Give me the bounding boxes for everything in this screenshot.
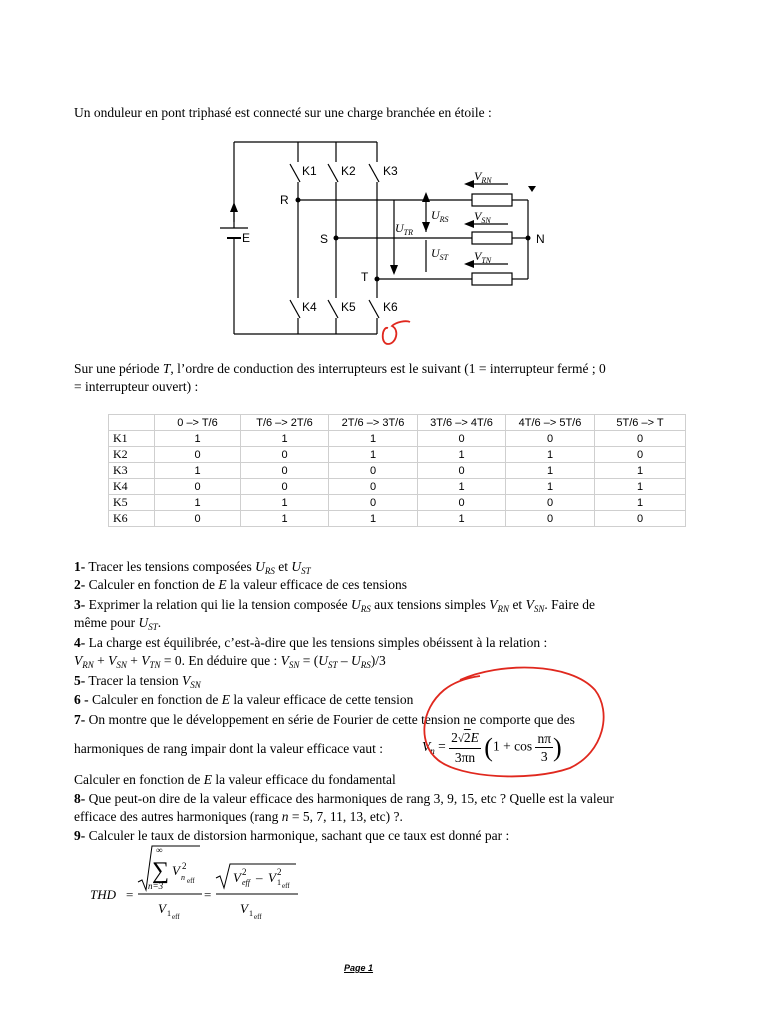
svg-text:eff: eff: [187, 877, 195, 885]
table-header-cell: 3T/6 –> 4T/6: [418, 415, 506, 431]
table-cell: 0: [418, 431, 506, 447]
table-cell: 1: [418, 447, 506, 463]
svg-text:V: V: [268, 870, 276, 885]
svg-text:2: 2: [242, 867, 247, 877]
svg-text:2: 2: [182, 861, 187, 871]
row-label: K2: [109, 447, 155, 463]
page-footer: Page 1: [344, 963, 374, 973]
table-cell: 0: [241, 479, 329, 495]
question-7-line-3: Calculer en fonction de E la valeur efficace du fondamental: [74, 772, 396, 787]
sum-upper-limit: ∞: [156, 845, 163, 855]
thd-formula: [88, 842, 318, 924]
handwritten-circle-annotation: [400, 660, 610, 780]
table-header-cell: 0 –> T/6: [155, 415, 241, 431]
svg-text:1: 1: [249, 909, 253, 918]
table-header-cell: 4T/6 –> 5T/6: [506, 415, 595, 431]
table-cell: 0: [595, 431, 686, 447]
table-row: [109, 447, 686, 463]
table-cell: 1: [155, 431, 241, 447]
row-label: K3: [109, 463, 155, 479]
table-cell: 0: [595, 511, 686, 527]
node-s-label: S: [320, 232, 329, 246]
node-n-label: N: [536, 232, 545, 246]
question-7-line-2: harmoniques de rang impair dont la valeur efficace vaut :: [74, 741, 384, 756]
row-label: K5: [109, 495, 155, 511]
switch-k1-label: K1: [302, 164, 317, 178]
svg-text:–: –: [256, 870, 263, 885]
svg-text:V: V: [240, 901, 248, 916]
table-cell: 1: [418, 511, 506, 527]
cos-fraction: $\frac{n\pi}{3}$: [537, 731, 552, 764]
utr-label: $U_{TR}$: [395, 221, 414, 237]
table-cell: 0: [329, 463, 418, 479]
question-6: 6 - Calculer en fonction de E la valeur efficace de cette tension: [74, 692, 414, 707]
table-cell: 1: [595, 495, 686, 511]
fourier-formula: $V_n$ = $\frac{2√2E}{3\pi n}$ (1 + cos $\frac{n\pi}{3}$ ): [422, 730, 562, 765]
thd-equals-2: =: [204, 887, 212, 902]
table-cell: 0: [595, 447, 686, 463]
question-3-line-2: même pour $U_{ST}$.: [74, 615, 162, 632]
conduction-table: [108, 414, 686, 527]
sum-lower-limit: n=3: [148, 881, 164, 891]
row-label: K6: [109, 511, 155, 527]
table-cell: 1: [595, 479, 686, 495]
table-cell: 1: [595, 463, 686, 479]
table-header-cell: 5T/6 –> T: [595, 415, 686, 431]
svg-text:1: 1: [277, 878, 281, 887]
table-cell: 1: [241, 431, 329, 447]
table-header-cell: 2T/6 –> 3T/6: [329, 415, 418, 431]
thd-label: THD: [90, 887, 117, 902]
svg-text:eff: eff: [282, 882, 290, 890]
svg-text:2: 2: [277, 867, 282, 877]
fourier-fraction: $\frac{2√2E}{3\pi n}$: [451, 730, 479, 765]
table-cell: 1: [329, 511, 418, 527]
question-1: 1- Tracer les tensions composées $U_{RS}$ et $U_{ST}$: [74, 559, 311, 576]
table-cell: 0: [329, 479, 418, 495]
question-7: 7- On montre que le développement en série de Fourier de cette tension ne comporte que des: [74, 712, 575, 727]
table-cell: 0: [506, 511, 595, 527]
intro-text: Un onduleur en pont triphasé est connecté sur une charge branchée en étoile :: [74, 105, 492, 120]
node-r-label: R: [280, 193, 289, 207]
table-cell: 1: [329, 447, 418, 463]
ust-label: $U_{ST}$: [431, 246, 449, 262]
table-cell: 1: [506, 447, 595, 463]
table-cell: 0: [155, 447, 241, 463]
question-9: 9- Calculer le taux de distorsion harmonique, sachant que ce taux est donné par :: [74, 828, 510, 843]
sum-symbol: ∑: [152, 858, 170, 884]
row-label: K4: [109, 479, 155, 495]
question-4-line-2: $V_{RN} + V_{SN} + V_{TN} = 0$. En déduire que : $V_{SN} = (U_{ST} - U_{RS})/3$: [74, 653, 386, 670]
table-row: [109, 479, 686, 495]
table-cell: 1: [241, 495, 329, 511]
table-cell: 0: [241, 463, 329, 479]
table-corner-cell: [109, 415, 155, 431]
urs-label: $U_{RS}$: [431, 208, 449, 224]
table-cell: 0: [241, 447, 329, 463]
table-header-row: [109, 415, 686, 431]
thd-equals-1: =: [126, 887, 134, 902]
handwritten-zero-mark: [383, 321, 410, 344]
svg-text:V: V: [233, 870, 241, 885]
row-label: K1: [109, 431, 155, 447]
svg-text:eff: eff: [242, 878, 250, 887]
table-cell: 1: [155, 463, 241, 479]
table-cell: 1: [329, 431, 418, 447]
table-cell: 0: [418, 495, 506, 511]
table-cell: 0: [329, 495, 418, 511]
table-cell: 0: [506, 431, 595, 447]
table-cell: 0: [506, 495, 595, 511]
switch-k3-label: K3: [383, 164, 398, 178]
table-row: [109, 511, 686, 527]
table-row: [109, 463, 686, 479]
switch-k6-label: K6: [383, 300, 398, 314]
table-cell: 0: [155, 511, 241, 527]
node-t-label: T: [361, 270, 369, 284]
table-cell: 1: [506, 479, 595, 495]
table-cell: 1: [241, 511, 329, 527]
question-8-line-2: efficace des autres harmoniques (rang n = 5, 7, 11, 13, etc) ?.: [74, 809, 403, 824]
table-cell: 0: [155, 479, 241, 495]
inverter-circuit-diagram: [210, 130, 570, 345]
question-4: 4- La charge est équilibrée, c’est-à-dire que les tensions simples obéissent à la relation :: [74, 635, 548, 650]
question-3: 3- Exprimer la relation qui lie la tension composée $U_{RS}$ aux tensions simples $V_{RN}$ et $V_{SN}$. Faire de: [74, 597, 595, 614]
table-cell: 1: [506, 463, 595, 479]
svg-text:V: V: [158, 901, 166, 916]
question-8: 8- Que peut-on dire de la valeur efficace des harmoniques de rang 3, 9, 15, etc ? Quelle est la valeur: [74, 791, 614, 806]
period-text-line-2: = interrupteur ouvert) :: [74, 379, 199, 394]
switch-k2-label: K2: [341, 164, 356, 178]
svg-text:V: V: [172, 863, 180, 878]
switch-k4-label: K4: [302, 300, 317, 314]
switch-k5-label: K5: [341, 300, 356, 314]
vtn-label: $V_{TN}$: [474, 249, 492, 265]
svg-text:n: n: [181, 873, 185, 882]
table-row: [109, 431, 686, 447]
question-2: 2- Calculer en fonction de E la valeur efficace de ces tensions: [74, 577, 407, 592]
vsn-label: $V_{SN}$: [474, 209, 491, 225]
vrn-label: $V_{RN}$: [474, 169, 492, 185]
table-row: [109, 495, 686, 511]
question-5: 5- Tracer la tension $V_{SN}$: [74, 673, 201, 690]
svg-text:eff: eff: [254, 913, 262, 921]
table-cell: 1: [155, 495, 241, 511]
svg-text:1: 1: [167, 909, 171, 918]
table-header-cell: T/6 –> 2T/6: [241, 415, 329, 431]
svg-text:eff: eff: [172, 913, 180, 921]
source-e-label: E: [242, 231, 251, 245]
period-text-line-1: Sur une période T, l’ordre de conduction des interrupteurs est le suivant (1 = interrupteur fermé ; 0: [74, 361, 606, 376]
table-cell: 1: [418, 479, 506, 495]
table-cell: 0: [418, 463, 506, 479]
